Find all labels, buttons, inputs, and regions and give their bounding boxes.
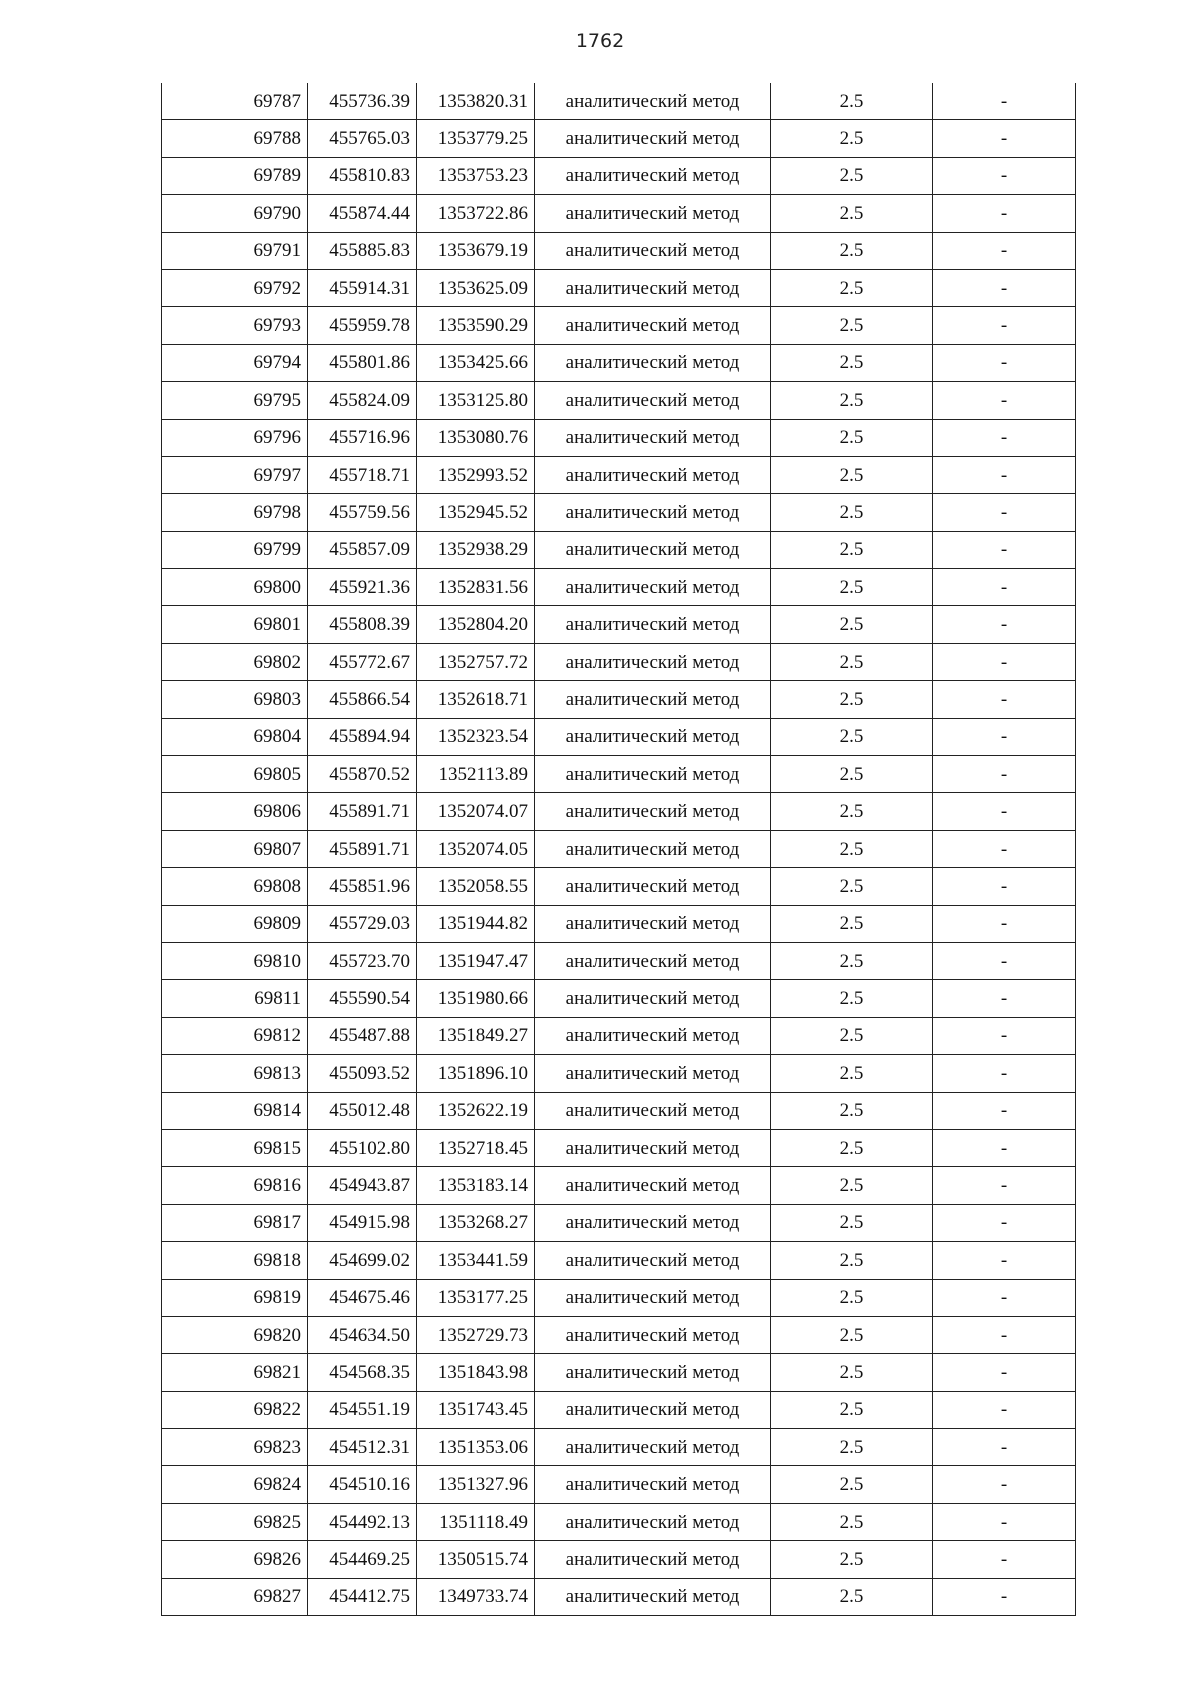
accuracy-cell: 2.5 (771, 793, 933, 830)
x-coordinate-cell: 454634.50 (308, 1316, 417, 1353)
note-cell: - (933, 419, 1076, 456)
table-row (162, 120, 1076, 157)
table-row (162, 1429, 1076, 1466)
table-row (162, 830, 1076, 867)
y-coordinate-cell: 1352113.89 (417, 756, 535, 793)
accuracy-cell: 2.5 (771, 643, 933, 680)
table-row (162, 1578, 1076, 1615)
point-number-cell: 69821 (162, 1354, 308, 1391)
x-coordinate-cell: 454568.35 (308, 1354, 417, 1391)
x-coordinate-cell: 455759.56 (308, 494, 417, 531)
y-coordinate-cell: 1352323.54 (417, 718, 535, 755)
accuracy-cell: 2.5 (771, 1204, 933, 1241)
point-number-cell: 69819 (162, 1279, 308, 1316)
table-row (162, 1316, 1076, 1353)
method-cell: аналитический метод (535, 120, 771, 157)
table-row (162, 905, 1076, 942)
point-number-cell: 69807 (162, 830, 308, 867)
accuracy-cell: 2.5 (771, 1167, 933, 1204)
note-cell: - (933, 1541, 1076, 1578)
method-cell: аналитический метод (535, 1129, 771, 1166)
x-coordinate-cell: 455891.71 (308, 793, 417, 830)
point-number-cell: 69822 (162, 1391, 308, 1428)
y-coordinate-cell: 1352074.05 (417, 830, 535, 867)
table-row (162, 1017, 1076, 1054)
x-coordinate-cell: 455716.96 (308, 419, 417, 456)
point-number-cell: 69799 (162, 531, 308, 568)
y-coordinate-cell: 1352757.72 (417, 643, 535, 680)
point-number-cell: 69826 (162, 1541, 308, 1578)
accuracy-cell: 2.5 (771, 1354, 933, 1391)
point-number-cell: 69823 (162, 1429, 308, 1466)
x-coordinate-cell: 455729.03 (308, 905, 417, 942)
point-number-cell: 69816 (162, 1167, 308, 1204)
y-coordinate-cell: 1351843.98 (417, 1354, 535, 1391)
y-coordinate-cell: 1351743.45 (417, 1391, 535, 1428)
point-number-cell: 69788 (162, 120, 308, 157)
table-row (162, 1204, 1076, 1241)
table-row (162, 344, 1076, 381)
x-coordinate-cell: 455824.09 (308, 382, 417, 419)
method-cell: аналитический метод (535, 83, 771, 120)
table-row (162, 269, 1076, 306)
x-coordinate-cell: 454469.25 (308, 1541, 417, 1578)
accuracy-cell: 2.5 (771, 1242, 933, 1279)
accuracy-cell: 2.5 (771, 419, 933, 456)
table-row (162, 980, 1076, 1017)
x-coordinate-cell: 455765.03 (308, 120, 417, 157)
x-coordinate-cell: 455894.94 (308, 718, 417, 755)
point-number-cell: 69789 (162, 157, 308, 194)
method-cell: аналитический метод (535, 793, 771, 830)
note-cell: - (933, 307, 1076, 344)
accuracy-cell: 2.5 (771, 83, 933, 120)
note-cell: - (933, 868, 1076, 905)
point-number-cell: 69815 (162, 1129, 308, 1166)
note-cell: - (933, 718, 1076, 755)
x-coordinate-cell: 455885.83 (308, 232, 417, 269)
note-cell: - (933, 382, 1076, 419)
table-row (162, 1242, 1076, 1279)
y-coordinate-cell: 1352729.73 (417, 1316, 535, 1353)
method-cell: аналитический метод (535, 456, 771, 493)
method-cell: аналитический метод (535, 980, 771, 1017)
accuracy-cell: 2.5 (771, 456, 933, 493)
accuracy-cell: 2.5 (771, 232, 933, 269)
note-cell: - (933, 1204, 1076, 1241)
method-cell: аналитический метод (535, 1354, 771, 1391)
table-row (162, 1503, 1076, 1540)
y-coordinate-cell: 1353820.31 (417, 83, 535, 120)
point-number-cell: 69825 (162, 1503, 308, 1540)
point-number-cell: 69812 (162, 1017, 308, 1054)
note-cell: - (933, 1391, 1076, 1428)
x-coordinate-cell: 455093.52 (308, 1055, 417, 1092)
note-cell: - (933, 1466, 1076, 1503)
table-row (162, 718, 1076, 755)
note-cell: - (933, 269, 1076, 306)
method-cell: аналитический метод (535, 269, 771, 306)
method-cell: аналитический метод (535, 307, 771, 344)
y-coordinate-cell: 1352074.07 (417, 793, 535, 830)
x-coordinate-cell: 455012.48 (308, 1092, 417, 1129)
y-coordinate-cell: 1353183.14 (417, 1167, 535, 1204)
point-number-cell: 69803 (162, 681, 308, 718)
method-cell: аналитический метод (535, 1055, 771, 1092)
y-coordinate-cell: 1351118.49 (417, 1503, 535, 1540)
note-cell: - (933, 980, 1076, 1017)
x-coordinate-cell: 455891.71 (308, 830, 417, 867)
point-number-cell: 69796 (162, 419, 308, 456)
method-cell: аналитический метод (535, 905, 771, 942)
method-cell: аналитический метод (535, 718, 771, 755)
method-cell: аналитический метод (535, 419, 771, 456)
accuracy-cell: 2.5 (771, 718, 933, 755)
y-coordinate-cell: 1352622.19 (417, 1092, 535, 1129)
method-cell: аналитический метод (535, 1092, 771, 1129)
accuracy-cell: 2.5 (771, 1055, 933, 1092)
note-cell: - (933, 1354, 1076, 1391)
method-cell: аналитический метод (535, 232, 771, 269)
x-coordinate-cell: 454699.02 (308, 1242, 417, 1279)
x-coordinate-cell: 454512.31 (308, 1429, 417, 1466)
point-number-cell: 69818 (162, 1242, 308, 1279)
note-cell: - (933, 494, 1076, 531)
accuracy-cell: 2.5 (771, 1578, 933, 1615)
y-coordinate-cell: 1353590.29 (417, 307, 535, 344)
accuracy-cell: 2.5 (771, 1092, 933, 1129)
accuracy-cell: 2.5 (771, 756, 933, 793)
x-coordinate-cell: 454510.16 (308, 1466, 417, 1503)
point-number-cell: 69809 (162, 905, 308, 942)
x-coordinate-cell: 455810.83 (308, 157, 417, 194)
table-row (162, 232, 1076, 269)
table-row (162, 868, 1076, 905)
point-number-cell: 69802 (162, 643, 308, 680)
y-coordinate-cell: 1353441.59 (417, 1242, 535, 1279)
note-cell: - (933, 681, 1076, 718)
y-coordinate-cell: 1353080.76 (417, 419, 535, 456)
point-number-cell: 69804 (162, 718, 308, 755)
y-coordinate-cell: 1352993.52 (417, 456, 535, 493)
table-row (162, 1167, 1076, 1204)
table-row (162, 1129, 1076, 1166)
method-cell: аналитический метод (535, 756, 771, 793)
note-cell: - (933, 195, 1076, 232)
accuracy-cell: 2.5 (771, 1017, 933, 1054)
method-cell: аналитический метод (535, 569, 771, 606)
note-cell: - (933, 1055, 1076, 1092)
point-number-cell: 69792 (162, 269, 308, 306)
accuracy-cell: 2.5 (771, 307, 933, 344)
note-cell: - (933, 232, 1076, 269)
point-number-cell: 69813 (162, 1055, 308, 1092)
x-coordinate-cell: 455718.71 (308, 456, 417, 493)
x-coordinate-cell: 455590.54 (308, 980, 417, 1017)
note-cell: - (933, 606, 1076, 643)
method-cell: аналитический метод (535, 868, 771, 905)
point-number-cell: 69824 (162, 1466, 308, 1503)
coordinates-table-body (162, 83, 1076, 1616)
point-number-cell: 69817 (162, 1204, 308, 1241)
point-number-cell: 69806 (162, 793, 308, 830)
y-coordinate-cell: 1352058.55 (417, 868, 535, 905)
accuracy-cell: 2.5 (771, 905, 933, 942)
note-cell: - (933, 1429, 1076, 1466)
coordinates-table (161, 83, 1076, 1616)
method-cell: аналитический метод (535, 1017, 771, 1054)
accuracy-cell: 2.5 (771, 830, 933, 867)
point-number-cell: 69790 (162, 195, 308, 232)
y-coordinate-cell: 1353125.80 (417, 382, 535, 419)
method-cell: аналитический метод (535, 942, 771, 979)
point-number-cell: 69814 (162, 1092, 308, 1129)
method-cell: аналитический метод (535, 531, 771, 568)
method-cell: аналитический метод (535, 643, 771, 680)
method-cell: аналитический метод (535, 344, 771, 381)
y-coordinate-cell: 1353779.25 (417, 120, 535, 157)
x-coordinate-cell: 455857.09 (308, 531, 417, 568)
y-coordinate-cell: 1351896.10 (417, 1055, 535, 1092)
note-cell: - (933, 83, 1076, 120)
x-coordinate-cell: 455808.39 (308, 606, 417, 643)
method-cell: аналитический метод (535, 382, 771, 419)
point-number-cell: 69791 (162, 232, 308, 269)
table-row (162, 643, 1076, 680)
x-coordinate-cell: 455801.86 (308, 344, 417, 381)
y-coordinate-cell: 1352831.56 (417, 569, 535, 606)
accuracy-cell: 2.5 (771, 1503, 933, 1540)
point-number-cell: 69827 (162, 1578, 308, 1615)
note-cell: - (933, 569, 1076, 606)
x-coordinate-cell: 454551.19 (308, 1391, 417, 1428)
y-coordinate-cell: 1353625.09 (417, 269, 535, 306)
point-number-cell: 69800 (162, 569, 308, 606)
point-number-cell: 69794 (162, 344, 308, 381)
method-cell: аналитический метод (535, 1316, 771, 1353)
note-cell: - (933, 756, 1076, 793)
point-number-cell: 69801 (162, 606, 308, 643)
y-coordinate-cell: 1352804.20 (417, 606, 535, 643)
accuracy-cell: 2.5 (771, 269, 933, 306)
note-cell: - (933, 1092, 1076, 1129)
accuracy-cell: 2.5 (771, 195, 933, 232)
accuracy-cell: 2.5 (771, 120, 933, 157)
table-row (162, 307, 1076, 344)
accuracy-cell: 2.5 (771, 344, 933, 381)
note-cell: - (933, 793, 1076, 830)
page-number: 1762 (575, 30, 625, 52)
point-number-cell: 69811 (162, 980, 308, 1017)
accuracy-cell: 2.5 (771, 1541, 933, 1578)
accuracy-cell: 2.5 (771, 1391, 933, 1428)
x-coordinate-cell: 454943.87 (308, 1167, 417, 1204)
method-cell: аналитический метод (535, 1242, 771, 1279)
y-coordinate-cell: 1353268.27 (417, 1204, 535, 1241)
method-cell: аналитический метод (535, 830, 771, 867)
note-cell: - (933, 1503, 1076, 1540)
note-cell: - (933, 531, 1076, 568)
note-cell: - (933, 1279, 1076, 1316)
point-number-cell: 69795 (162, 382, 308, 419)
y-coordinate-cell: 1351944.82 (417, 905, 535, 942)
x-coordinate-cell: 454915.98 (308, 1204, 417, 1241)
point-number-cell: 69787 (162, 83, 308, 120)
accuracy-cell: 2.5 (771, 868, 933, 905)
note-cell: - (933, 830, 1076, 867)
method-cell: аналитический метод (535, 1391, 771, 1428)
table-row (162, 456, 1076, 493)
note-cell: - (933, 120, 1076, 157)
table-row (162, 531, 1076, 568)
table-row (162, 1391, 1076, 1428)
table-row (162, 195, 1076, 232)
y-coordinate-cell: 1353177.25 (417, 1279, 535, 1316)
point-number-cell: 69810 (162, 942, 308, 979)
accuracy-cell: 2.5 (771, 942, 933, 979)
y-coordinate-cell: 1351947.47 (417, 942, 535, 979)
accuracy-cell: 2.5 (771, 569, 933, 606)
y-coordinate-cell: 1353753.23 (417, 157, 535, 194)
table-row (162, 1055, 1076, 1092)
y-coordinate-cell: 1353679.19 (417, 232, 535, 269)
note-cell: - (933, 905, 1076, 942)
point-number-cell: 69797 (162, 456, 308, 493)
accuracy-cell: 2.5 (771, 980, 933, 1017)
table-row (162, 382, 1076, 419)
x-coordinate-cell: 455851.96 (308, 868, 417, 905)
table-row (162, 494, 1076, 531)
accuracy-cell: 2.5 (771, 1466, 933, 1503)
y-coordinate-cell: 1353425.66 (417, 344, 535, 381)
table-row (162, 419, 1076, 456)
accuracy-cell: 2.5 (771, 1429, 933, 1466)
method-cell: аналитический метод (535, 157, 771, 194)
note-cell: - (933, 1017, 1076, 1054)
point-number-cell: 69820 (162, 1316, 308, 1353)
note-cell: - (933, 1167, 1076, 1204)
accuracy-cell: 2.5 (771, 681, 933, 718)
table-row (162, 1092, 1076, 1129)
y-coordinate-cell: 1350515.74 (417, 1541, 535, 1578)
x-coordinate-cell: 454675.46 (308, 1279, 417, 1316)
method-cell: аналитический метод (535, 195, 771, 232)
y-coordinate-cell: 1353722.86 (417, 195, 535, 232)
y-coordinate-cell: 1349733.74 (417, 1578, 535, 1615)
table-row (162, 569, 1076, 606)
y-coordinate-cell: 1351327.96 (417, 1466, 535, 1503)
x-coordinate-cell: 455866.54 (308, 681, 417, 718)
table-row (162, 606, 1076, 643)
note-cell: - (933, 344, 1076, 381)
table-row (162, 1279, 1076, 1316)
method-cell: аналитический метод (535, 1279, 771, 1316)
method-cell: аналитический метод (535, 1466, 771, 1503)
method-cell: аналитический метод (535, 681, 771, 718)
x-coordinate-cell: 455772.67 (308, 643, 417, 680)
method-cell: аналитический метод (535, 1578, 771, 1615)
table-row (162, 942, 1076, 979)
accuracy-cell: 2.5 (771, 157, 933, 194)
y-coordinate-cell: 1352938.29 (417, 531, 535, 568)
table-row (162, 756, 1076, 793)
y-coordinate-cell: 1352618.71 (417, 681, 535, 718)
x-coordinate-cell: 454412.75 (308, 1578, 417, 1615)
point-number-cell: 69805 (162, 756, 308, 793)
point-number-cell: 69798 (162, 494, 308, 531)
accuracy-cell: 2.5 (771, 531, 933, 568)
y-coordinate-cell: 1351980.66 (417, 980, 535, 1017)
point-number-cell: 69793 (162, 307, 308, 344)
method-cell: аналитический метод (535, 606, 771, 643)
accuracy-cell: 2.5 (771, 1316, 933, 1353)
accuracy-cell: 2.5 (771, 382, 933, 419)
accuracy-cell: 2.5 (771, 494, 933, 531)
method-cell: аналитический метод (535, 1503, 771, 1540)
note-cell: - (933, 1316, 1076, 1353)
x-coordinate-cell: 455959.78 (308, 307, 417, 344)
note-cell: - (933, 1242, 1076, 1279)
x-coordinate-cell: 455870.52 (308, 756, 417, 793)
x-coordinate-cell: 455914.31 (308, 269, 417, 306)
accuracy-cell: 2.5 (771, 606, 933, 643)
note-cell: - (933, 1578, 1076, 1615)
note-cell: - (933, 942, 1076, 979)
note-cell: - (933, 157, 1076, 194)
note-cell: - (933, 1129, 1076, 1166)
method-cell: аналитический метод (535, 494, 771, 531)
method-cell: аналитический метод (535, 1429, 771, 1466)
x-coordinate-cell: 455723.70 (308, 942, 417, 979)
accuracy-cell: 2.5 (771, 1129, 933, 1166)
x-coordinate-cell: 454492.13 (308, 1503, 417, 1540)
method-cell: аналитический метод (535, 1204, 771, 1241)
table-row (162, 793, 1076, 830)
x-coordinate-cell: 455874.44 (308, 195, 417, 232)
note-cell: - (933, 643, 1076, 680)
x-coordinate-cell: 455921.36 (308, 569, 417, 606)
y-coordinate-cell: 1351353.06 (417, 1429, 535, 1466)
y-coordinate-cell: 1352945.52 (417, 494, 535, 531)
table-row (162, 1541, 1076, 1578)
table-row (162, 1466, 1076, 1503)
x-coordinate-cell: 455487.88 (308, 1017, 417, 1054)
x-coordinate-cell: 455736.39 (308, 83, 417, 120)
accuracy-cell: 2.5 (771, 1279, 933, 1316)
table-row (162, 1354, 1076, 1391)
y-coordinate-cell: 1351849.27 (417, 1017, 535, 1054)
table-row (162, 83, 1076, 120)
point-number-cell: 69808 (162, 868, 308, 905)
table-row (162, 157, 1076, 194)
note-cell: - (933, 456, 1076, 493)
table-row (162, 681, 1076, 718)
method-cell: аналитический метод (535, 1541, 771, 1578)
y-coordinate-cell: 1352718.45 (417, 1129, 535, 1166)
method-cell: аналитический метод (535, 1167, 771, 1204)
x-coordinate-cell: 455102.80 (308, 1129, 417, 1166)
